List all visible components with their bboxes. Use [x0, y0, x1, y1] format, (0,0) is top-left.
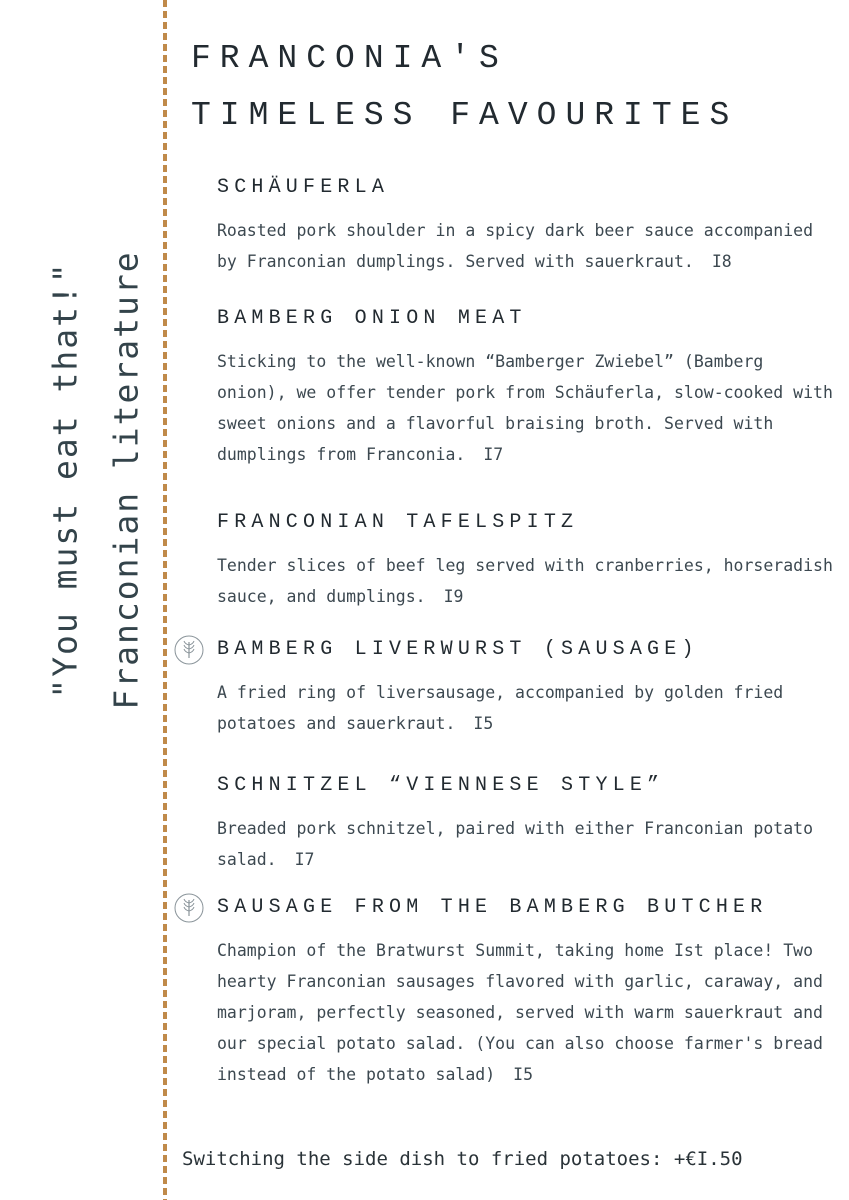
menu-item-description [217, 813, 842, 875]
menu-item-name: FRANCONIAN TAFELSPITZ [217, 511, 579, 534]
sidebar [0, 0, 163, 1200]
menu-item-name: BAMBERG ONION MEAT [217, 307, 527, 330]
menu-item-schaeuferla [217, 172, 842, 277]
sidebar-quote: "You must eat that!" [45, 261, 85, 699]
title-line-1: FRANCONIA'S [191, 40, 508, 77]
menu-item-price: I5 [473, 714, 494, 733]
description-text: Breaded pork schnitzel, paired with either Franconian potato salad. [217, 819, 814, 869]
menu-item-bamberg-liverwurst [217, 634, 842, 739]
menu-item-name: SCHÄUFERLA [217, 176, 390, 199]
menu-item-schnitzel [217, 770, 842, 875]
menu-item-price: I7 [294, 850, 315, 869]
menu-item-description [217, 215, 842, 277]
gluten-free-icon [173, 634, 205, 666]
dashed-divider [163, 0, 167, 1200]
menu-item-description [217, 677, 842, 739]
menu-item-bamberg-butcher-sausage [217, 892, 842, 1090]
menu-item-price: I5 [513, 1065, 534, 1084]
description-text: Tender slices of beef leg served with cranberries, horseradish sauce, and dumplings. [217, 556, 833, 606]
description-text: Champion of the Bratwurst Summit, taking home Ist place! Two hearty Franconian sausages flavored with garlic, caraway, and marjoram, perfectly seasoned, served with warm sauerkraut and our special potato salad. (You can also choose farmer's bread instead of the potato salad) [217, 941, 823, 1084]
menu-item-description [217, 346, 842, 470]
menu-item-name: SAUSAGE FROM THE BAMBERG BUTCHER [217, 896, 768, 919]
menu-item-description [217, 935, 842, 1090]
side-dish-surcharge-note: Switching the side dish to fried potatoes: +€I.50 [182, 1148, 743, 1170]
menu-item-price: I8 [711, 252, 732, 271]
menu-item-description [217, 550, 842, 612]
title-line-2: TIMELESS FAVOURITES [191, 97, 739, 134]
description-text: Sticking to the well-known “Bamberger Zwiebel” (Bamberg onion), we offer tender pork from Schäuferla, slow-cooked with sweet onions and a flavorful braising broth. Served with dumplings from Franconia. [217, 352, 833, 464]
description-text: A fried ring of liversausage, accompanied by golden fried potatoes and sauerkraut. [217, 683, 784, 733]
gluten-free-icon [173, 892, 205, 924]
menu-item-bamberg-onion-meat [217, 303, 842, 470]
menu-item-name: BAMBERG LIVERWURST (SAUSAGE) [217, 638, 699, 661]
menu-item-price: I9 [443, 587, 464, 606]
sidebar-source: Franconian literature [106, 250, 146, 710]
page-title [191, 30, 738, 144]
menu-item-franconian-tafelspitz [217, 507, 842, 612]
description-text: Roasted pork shoulder in a spicy dark beer sauce accompanied by Franconian dumplings. Served with sauerkraut. [217, 221, 814, 271]
menu-item-name: SCHNITZEL “VIENNESE STYLE” [217, 774, 665, 797]
menu-item-price: I7 [483, 445, 504, 464]
